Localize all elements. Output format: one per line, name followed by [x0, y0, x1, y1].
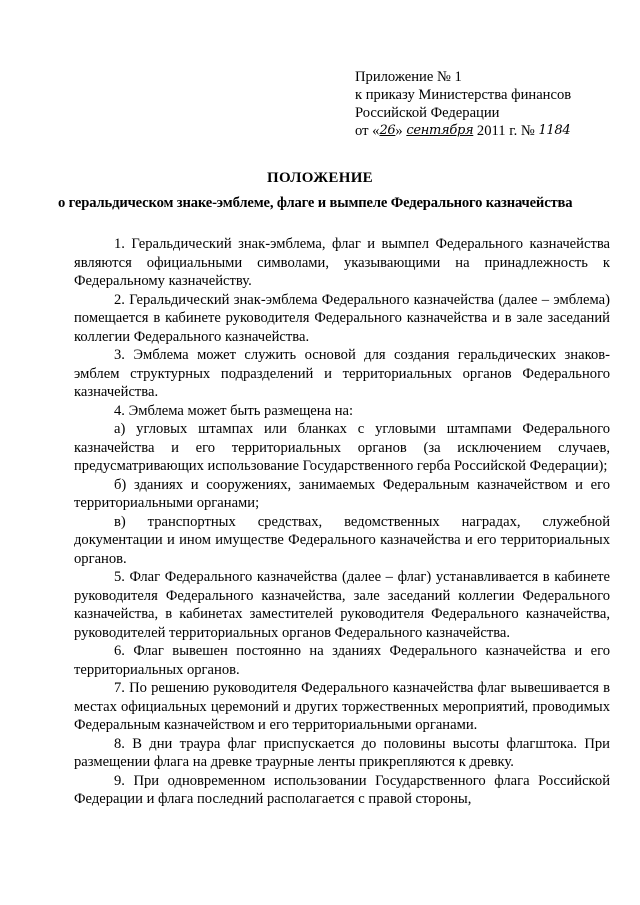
appendix-line-3: Российской Федерации	[355, 105, 500, 121]
appendix-date-line	[355, 122, 625, 141]
paragraph-5: 5. Флаг Федерального казначейства (далее – флаг) устанавливается в кабинете руководителя Федерального казначейства, зале заседаний коллегии Федерального казначейства, в кабинетах заместителей руководителя Федерального казначейства, руководителей территориальных органов Федерального казначейства.	[74, 569, 610, 641]
appendix-block	[355, 68, 625, 141]
paragraph-6: 6. Флаг вывешен постоянно на зданиях Федерального казначейства и его территориальных органов.	[74, 643, 610, 678]
paragraph-4c: в) транспортных средствах, ведомственных наградах, служебной документации и ином имуществе Федерального казначейства и его территориальных органов.	[74, 513, 610, 567]
handwritten-day: 26	[379, 123, 396, 138]
paragraph-4a: а) угловых штампах или бланках с угловыми штампами Федерального казначейства и его территориальных органов (за исключением случаев, предусматривающих использование Государственного герба Российской Федерации);	[74, 421, 610, 474]
handwritten-month: сентября	[406, 123, 474, 138]
paragraph-2: 2. Геральдический знак-эмблема Федерального казначейства (далее – эмблема) помещается в кабинете руководителя Федерального казначейства и в зале заседаний коллегии Федерального казначейства.	[74, 291, 610, 345]
paragraph-8: 8. В дни траура флаг приспускается до половины высоты флагштока. При размещении флага на древке траурные ленты прикрепляются к древку.	[74, 735, 610, 770]
date-prefix: от «	[355, 123, 380, 139]
paragraph-4b: б) зданиях и сооружениях, занимаемых Федеральным казначейством и его территориальными органами;	[74, 476, 610, 511]
document-body	[74, 235, 610, 809]
paragraph-3: 3. Эмблема может служить основой для создания геральдических знаков-эмблем структурных подразделений и территориальных органов Федерального казначейства.	[74, 347, 610, 400]
date-mid: »	[395, 123, 407, 139]
handwritten-order-number: 1184	[538, 123, 571, 138]
appendix-line-2: к приказу Министерства финансов	[355, 87, 572, 103]
paragraph-9: 9. При одновременном использовании Государственного флага Российской Федерации и флага последний располагается с правой стороны,	[74, 772, 610, 807]
paragraph-7: 7. По решению руководителя Федерального казначейства флаг вывешивается в местах официальных церемоний и других торжественных мероприятий, проводимых Федеральным казначейством и его территориальными органами.	[74, 680, 610, 733]
date-year: 2011 г. №	[473, 123, 539, 139]
paragraph-1: 1. Геральдический знак-эмблема, флаг и вымпел Федерального казначейства являются официальными символами, указывающими на принадлежность к Федеральному казначейству.	[74, 236, 610, 289]
document-title: ПОЛОЖЕНИЕ	[267, 170, 373, 186]
appendix-line-1: Приложение № 1	[355, 69, 462, 85]
document-subtitle: о геральдическом знаке-эмблеме, флаге и вымпеле Федерального казначейства	[58, 195, 573, 211]
paragraph-4: 4. Эмблема может быть размещена на:	[114, 402, 354, 419]
